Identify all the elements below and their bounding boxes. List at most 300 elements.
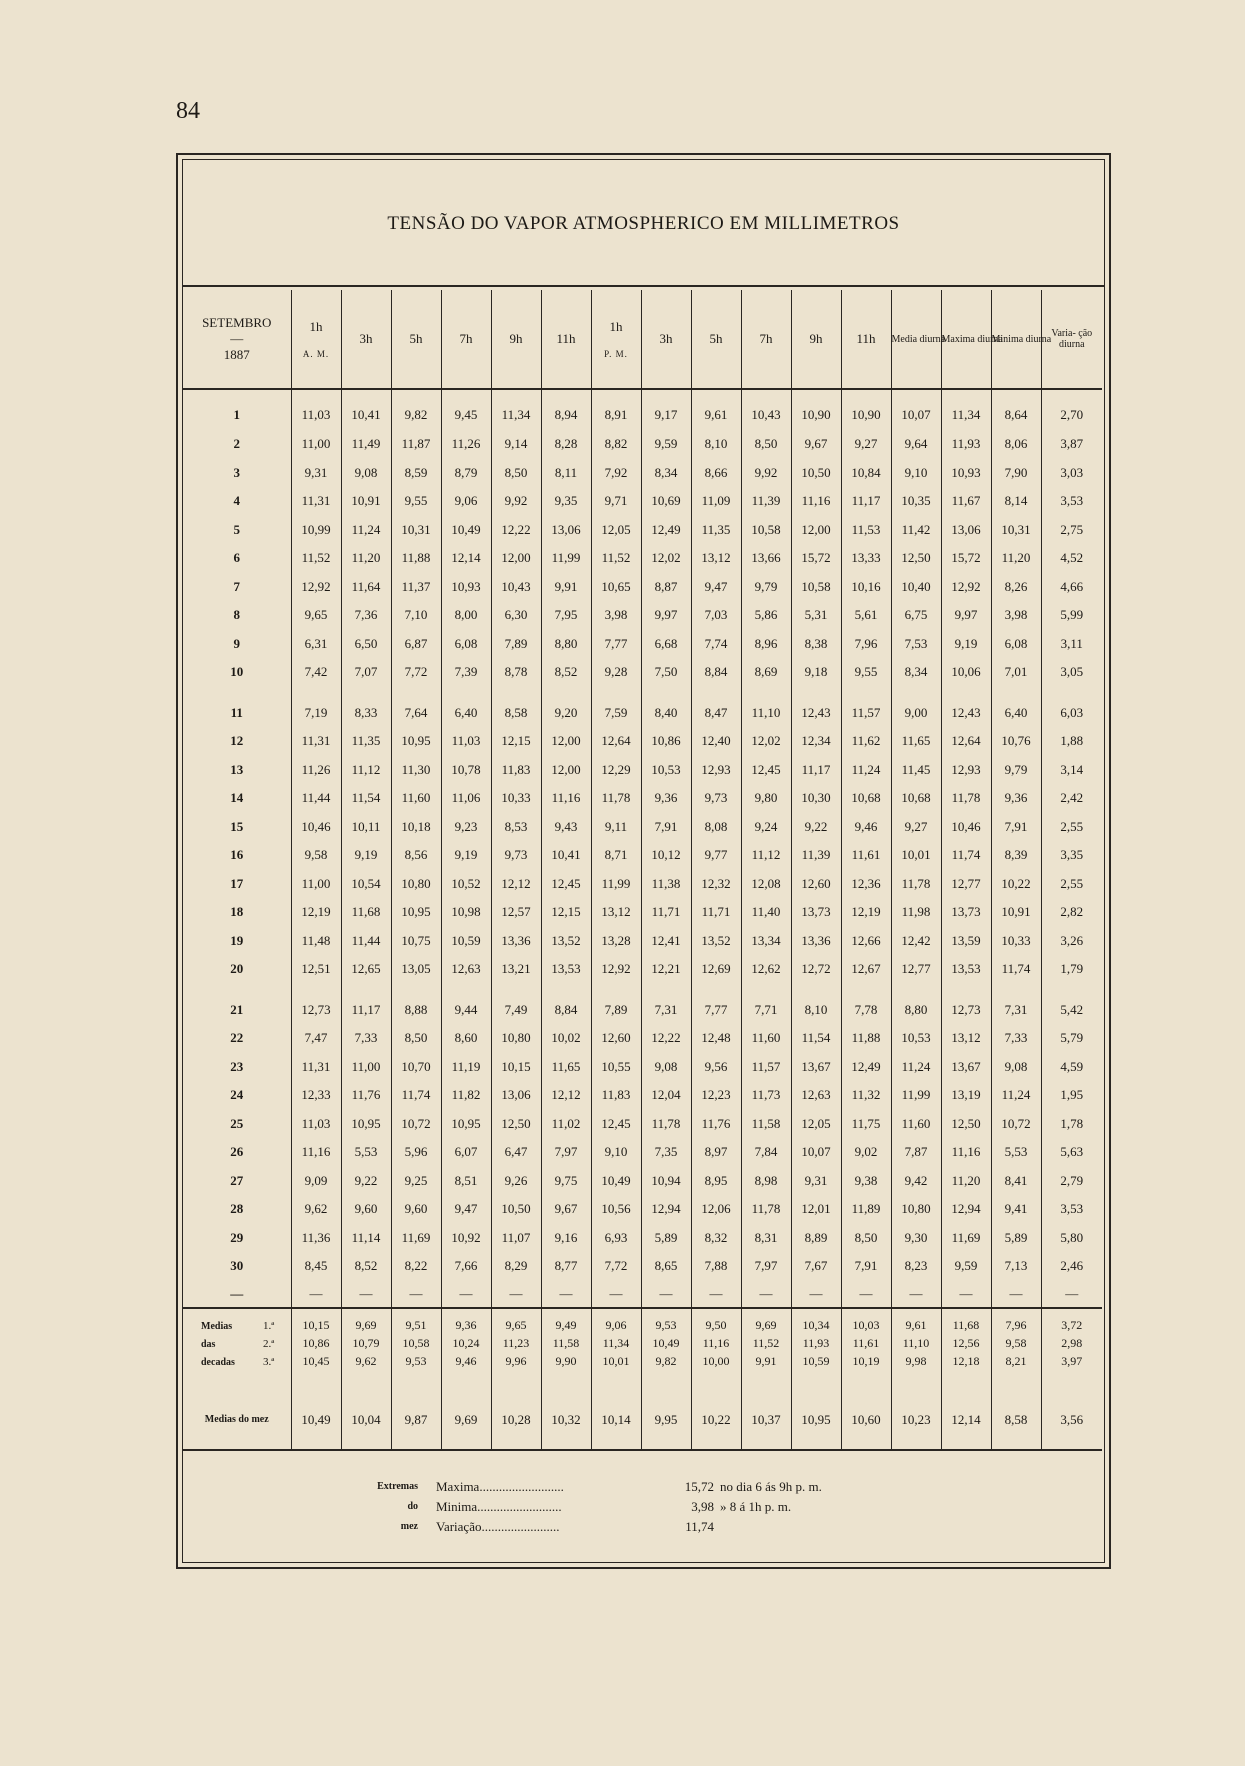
value-cell: 10,90 [841,389,891,430]
decada-value: 12,56 [941,1335,991,1353]
value-cell: 7,35 [641,1138,691,1167]
value-cell: 10,94 [641,1167,691,1196]
value-cell: 11,67 [941,487,991,516]
mes-value: 10,60 [841,1377,891,1450]
value-cell: 11,03 [291,1110,341,1139]
value-cell: 1,78 [1041,1110,1102,1139]
decada-value: 10,79 [341,1335,391,1353]
value-cell: 11,83 [591,1081,641,1110]
decada-value: 10,58 [391,1335,441,1353]
value-cell: 8,10 [791,996,841,1025]
value-cell: 6,07 [441,1138,491,1167]
extremes-minima-label: Minima.......................... [436,1499,562,1514]
decada-value: 10,45 [291,1353,341,1377]
value-cell: 3,98 [991,601,1041,630]
value-cell: 10,76 [991,727,1041,756]
value-cell: 12,92 [941,573,991,602]
value-cell: 12,60 [791,870,841,899]
value-cell: 12,08 [741,870,791,899]
value-cell: 8,66 [691,459,741,488]
value-cell: 9,31 [791,1167,841,1196]
value-cell: 10,95 [441,1110,491,1139]
value-cell: 11,26 [441,430,491,459]
value-cell: 7,87 [891,1138,941,1167]
value-cell: 11,57 [841,699,891,728]
value-cell: 5,89 [641,1224,691,1253]
header-month-name: SETEMBRO [202,315,272,330]
value-cell: 3,53 [1041,1195,1102,1224]
value-cell: 13,12 [941,1024,991,1053]
table-row [183,870,1102,899]
decada-value: 7,96 [991,1308,1041,1335]
value-cell: 5,31 [791,601,841,630]
gap-cell [641,984,691,996]
day-cell: 13 [230,761,244,777]
value-cell: 13,52 [691,927,741,956]
value-cell: 8,39 [991,841,1041,870]
value-cell: 11,78 [741,1195,791,1224]
value-cell: 8,34 [891,658,941,687]
value-cell: 10,43 [491,573,541,602]
value-cell: 12,05 [591,516,641,545]
value-cell: 8,84 [541,996,591,1025]
value-cell: 12,14 [441,544,491,573]
value-cell: 7,91 [841,1252,891,1281]
value-cell: 7,88 [691,1252,741,1281]
value-cell: 9,20 [541,699,591,728]
table-row [183,1224,1102,1253]
table-row [183,699,1102,728]
value-cell: 11,60 [891,1110,941,1139]
value-cell: 12,40 [691,727,741,756]
value-cell: 11,60 [741,1024,791,1053]
day-cell: 19 [230,932,244,948]
value-cell: 9,45 [441,389,491,430]
value-cell: 13,06 [491,1081,541,1110]
extremes-minima-value: 3,98 [691,1499,714,1514]
gap-cell [941,687,991,699]
value-cell: 10,41 [541,841,591,870]
value-cell: 7,53 [891,630,941,659]
value-cell: 2,55 [1041,870,1102,899]
value-cell: 10,40 [891,573,941,602]
value-cell: 10,86 [641,727,691,756]
decada-value: 11,16 [691,1335,741,1353]
value-cell: 12,22 [491,516,541,545]
value-cell: 7,95 [541,601,591,630]
day-cell: 20 [230,961,244,977]
value-cell: 6,50 [341,630,391,659]
value-cell: 12,64 [941,727,991,756]
value-cell: 8,94 [541,389,591,430]
mes-value: 10,49 [291,1377,341,1450]
decada-value: 9,96 [491,1353,541,1377]
header-minima: Minima diurna [991,290,1041,389]
value-cell: 8,58 [491,699,541,728]
value-cell: 7,74 [691,630,741,659]
value-cell: 7,49 [491,996,541,1025]
value-cell: 10,06 [941,658,991,687]
value-cell: 7,42 [291,658,341,687]
value-cell: 12,69 [691,955,741,984]
table-row [183,1053,1102,1082]
value-cell: 13,28 [591,927,641,956]
value-cell: 10,52 [441,870,491,899]
value-cell: 7,89 [591,996,641,1025]
table-row [183,487,1102,516]
value-cell: 9,59 [641,430,691,459]
dash-cell: — [941,1281,991,1308]
value-cell: 15,72 [941,544,991,573]
decada-value: 9,53 [391,1353,441,1377]
value-cell: 9,43 [541,813,591,842]
value-cell: 11,02 [541,1110,591,1139]
value-cell: 11,31 [291,1053,341,1082]
value-cell: 10,65 [591,573,641,602]
header-col: 5h [691,290,741,389]
value-cell: 12,36 [841,870,891,899]
value-cell: 11,99 [541,544,591,573]
value-cell: 8,08 [691,813,741,842]
value-cell: 10,46 [941,813,991,842]
decada-value: 8,21 [991,1353,1041,1377]
value-cell: 8,59 [391,459,441,488]
value-cell: 12,51 [291,955,341,984]
decada-value: 2,98 [1041,1335,1102,1353]
day-cell: 2 [233,436,240,452]
value-cell: 11,78 [941,784,991,813]
value-cell: 11,71 [641,898,691,927]
value-cell: 7,91 [641,813,691,842]
header-col: 7h [741,290,791,389]
dash-row [183,1281,1102,1308]
extremes-variacao-value: 11,74 [685,1519,714,1534]
value-cell: 8,88 [391,996,441,1025]
value-cell: 12,45 [741,756,791,785]
decade-gap [183,984,1102,996]
value-cell: 10,80 [391,870,441,899]
value-cell: 13,66 [741,544,791,573]
value-cell: 11,34 [941,389,991,430]
value-cell: 7,77 [691,996,741,1025]
value-cell: 9,91 [541,573,591,602]
value-cell: 11,42 [891,516,941,545]
mes-value: 10,14 [591,1377,641,1450]
value-cell: 8,80 [541,630,591,659]
value-cell: 9,30 [891,1224,941,1253]
value-cell: 11,30 [391,756,441,785]
value-cell: 13,21 [491,955,541,984]
value-cell: 9,71 [591,487,641,516]
value-cell: 3,87 [1041,430,1102,459]
day-cell: 22 [230,1030,244,1046]
gap-cell [591,687,641,699]
value-cell: 11,99 [591,870,641,899]
day-cell: 8 [233,607,240,623]
value-cell: 11,12 [341,756,391,785]
dash-cell: — [641,1281,691,1308]
value-cell: 9,36 [641,784,691,813]
decada-value: 11,68 [941,1308,991,1335]
value-cell: 9,67 [541,1195,591,1224]
value-cell: 6,40 [991,699,1041,728]
value-cell: 5,96 [391,1138,441,1167]
mes-value: 10,22 [691,1377,741,1450]
value-cell: 9,62 [291,1195,341,1224]
value-cell: 8,56 [391,841,441,870]
value-cell: 6,75 [891,601,941,630]
dash-cell: — [291,1281,341,1308]
value-cell: 11,39 [741,487,791,516]
value-cell: 12,06 [691,1195,741,1224]
gap-cell [991,984,1041,996]
title-divider [182,285,1105,287]
value-cell: 9,35 [541,487,591,516]
value-cell: 12,77 [891,955,941,984]
value-cell: 8,79 [441,459,491,488]
value-cell: 10,78 [441,756,491,785]
gap-cell [841,984,891,996]
value-cell: 5,63 [1041,1138,1102,1167]
value-cell: 10,54 [341,870,391,899]
value-cell: 11,87 [391,430,441,459]
table-row [183,955,1102,984]
value-cell: 12,77 [941,870,991,899]
value-cell: 12,48 [691,1024,741,1053]
header-col: 1h A. M. [291,290,341,389]
gap-cell [891,687,941,699]
decada-value: 10,19 [841,1353,891,1377]
value-cell: 1,79 [1041,955,1102,984]
value-cell: 10,95 [341,1110,391,1139]
day-cell: 10 [230,664,244,680]
decada-value: 10,01 [591,1353,641,1377]
value-cell: 10,50 [791,459,841,488]
value-cell: 7,97 [741,1252,791,1281]
value-cell: 2,75 [1041,516,1102,545]
gap-cell [791,984,841,996]
value-cell: 12,49 [841,1053,891,1082]
value-cell: 11,31 [291,487,341,516]
value-cell: 8,34 [641,459,691,488]
value-cell: 8,29 [491,1252,541,1281]
value-cell: 10,33 [991,927,1041,956]
value-cell: 9,41 [991,1195,1041,1224]
value-cell: 10,46 [291,813,341,842]
value-cell: 12,22 [641,1024,691,1053]
value-cell: 9,64 [891,430,941,459]
value-cell: 4,66 [1041,573,1102,602]
extremes-maxima-row [358,1477,1078,1497]
value-cell: 8,78 [491,658,541,687]
value-cell: 2,46 [1041,1252,1102,1281]
dash-cell: — [391,1281,441,1308]
value-cell: 9,00 [891,699,941,728]
decada-value: 3,72 [1041,1308,1102,1335]
value-cell: 13,73 [791,898,841,927]
value-cell: 3,35 [1041,841,1102,870]
value-cell: 12,57 [491,898,541,927]
value-cell: 9,08 [991,1053,1041,1082]
decada-value: 9,98 [891,1353,941,1377]
value-cell: 10,56 [591,1195,641,1224]
value-cell: 11,57 [741,1053,791,1082]
value-cell: 12,93 [941,756,991,785]
day-cell: 29 [230,1229,244,1245]
decada-value: 11,34 [591,1335,641,1353]
header-media: Media diurna [891,290,941,389]
value-cell: 13,06 [541,516,591,545]
decada-value: 10,86 [291,1335,341,1353]
value-cell: 9,42 [891,1167,941,1196]
value-cell: 11,82 [441,1081,491,1110]
day-cell: 9 [233,635,240,651]
value-cell: 12,73 [941,996,991,1025]
day-cell: 11 [230,704,243,720]
value-cell: 11,34 [491,389,541,430]
value-cell: 12,15 [541,898,591,927]
decada-row [183,1353,1102,1377]
decada-value: 10,49 [641,1335,691,1353]
value-cell: 8,45 [291,1252,341,1281]
value-cell: 7,67 [791,1252,841,1281]
value-cell: 9,75 [541,1167,591,1196]
value-cell: 10,91 [991,898,1041,927]
value-cell: 7,59 [591,699,641,728]
day-cell: 21 [230,1001,244,1017]
value-cell: 9,56 [691,1053,741,1082]
value-cell: 12,65 [341,955,391,984]
value-cell: 11,61 [841,841,891,870]
value-cell: 8,32 [691,1224,741,1253]
dash-cell: — [741,1281,791,1308]
day-cell: 12 [230,733,244,749]
value-cell: 11,89 [841,1195,891,1224]
decada-value: 10,00 [691,1353,741,1377]
decada-value: 9,46 [441,1353,491,1377]
header-col: 5h [391,290,441,389]
gap-cell [491,984,541,996]
value-cell: 10,31 [991,516,1041,545]
decada-value: 9,61 [891,1308,941,1335]
value-cell: 11,39 [791,841,841,870]
value-cell: 8,50 [841,1224,891,1253]
decada-value: 11,10 [891,1335,941,1353]
value-cell: 12,23 [691,1081,741,1110]
value-cell: 9,61 [691,389,741,430]
value-cell: 11,78 [591,784,641,813]
value-cell: 8,52 [541,658,591,687]
value-cell: 9,97 [941,601,991,630]
day-cell: 14 [230,790,244,806]
gap-cell [183,984,291,996]
gap-cell [991,687,1041,699]
value-cell: 11,38 [641,870,691,899]
value-cell: 11,06 [441,784,491,813]
value-cell: 9,25 [391,1167,441,1196]
header-col: 7h [441,290,491,389]
mes-value: 10,95 [791,1377,841,1450]
value-cell: 9,19 [441,841,491,870]
value-cell: 12,92 [291,573,341,602]
value-cell: 6,08 [441,630,491,659]
value-cell: 9,58 [291,841,341,870]
day-cell: 3 [233,464,240,480]
value-cell: 11,20 [941,1167,991,1196]
value-cell: 11,26 [291,756,341,785]
gap-cell [791,687,841,699]
value-cell: 9,59 [941,1252,991,1281]
decada-value: 11,93 [791,1335,841,1353]
day-cell: 17 [230,875,244,891]
day-cell: 23 [230,1058,244,1074]
page-number: 84 [176,98,200,124]
table-row [183,544,1102,573]
gap-cell [341,984,391,996]
value-cell: 12,62 [741,955,791,984]
value-cell: 5,89 [991,1224,1041,1253]
value-cell: 12,15 [491,727,541,756]
value-cell: 7,47 [291,1024,341,1053]
value-cell: 11,00 [341,1053,391,1082]
table-row [183,658,1102,687]
value-cell: 8,77 [541,1252,591,1281]
gap-cell [641,687,691,699]
value-cell: 13,12 [691,544,741,573]
value-cell: 10,31 [391,516,441,545]
value-cell: 12,00 [491,544,541,573]
value-cell: 10,07 [891,389,941,430]
value-cell: 11,45 [891,756,941,785]
decada-index: 3.ª [263,1355,275,1368]
value-cell: 7,03 [691,601,741,630]
value-cell: 10,55 [591,1053,641,1082]
value-cell: 12,41 [641,927,691,956]
table-row [183,756,1102,785]
value-cell: 10,95 [391,898,441,927]
table-row [183,430,1102,459]
value-cell: 9,73 [491,841,541,870]
decada-value: 9,91 [741,1353,791,1377]
value-cell: 5,42 [1041,996,1102,1025]
decada-value: 10,34 [791,1308,841,1335]
value-cell: 9,14 [491,430,541,459]
value-cell: 13,52 [541,927,591,956]
value-cell: 12,00 [541,727,591,756]
decada-value: 9,69 [341,1308,391,1335]
value-cell: 11,40 [741,898,791,927]
value-cell: 12,00 [541,756,591,785]
value-cell: 12,45 [591,1110,641,1139]
header-col: 9h [791,290,841,389]
value-cell: 7,84 [741,1138,791,1167]
value-cell: 13,06 [941,516,991,545]
value-cell: 13,53 [541,955,591,984]
mes-value: 3,56 [1041,1377,1102,1450]
value-cell: 9,73 [691,784,741,813]
value-cell: 11,58 [741,1110,791,1139]
decada-label: das [201,1338,216,1350]
table-row [183,784,1102,813]
day-cell: 28 [230,1201,244,1217]
decada-value: 12,18 [941,1353,991,1377]
value-cell: 11,88 [391,544,441,573]
decada-value: 9,82 [641,1353,691,1377]
mes-value: 10,37 [741,1377,791,1450]
decada-row [183,1308,1102,1335]
value-cell: 7,31 [641,996,691,1025]
table-row [183,573,1102,602]
